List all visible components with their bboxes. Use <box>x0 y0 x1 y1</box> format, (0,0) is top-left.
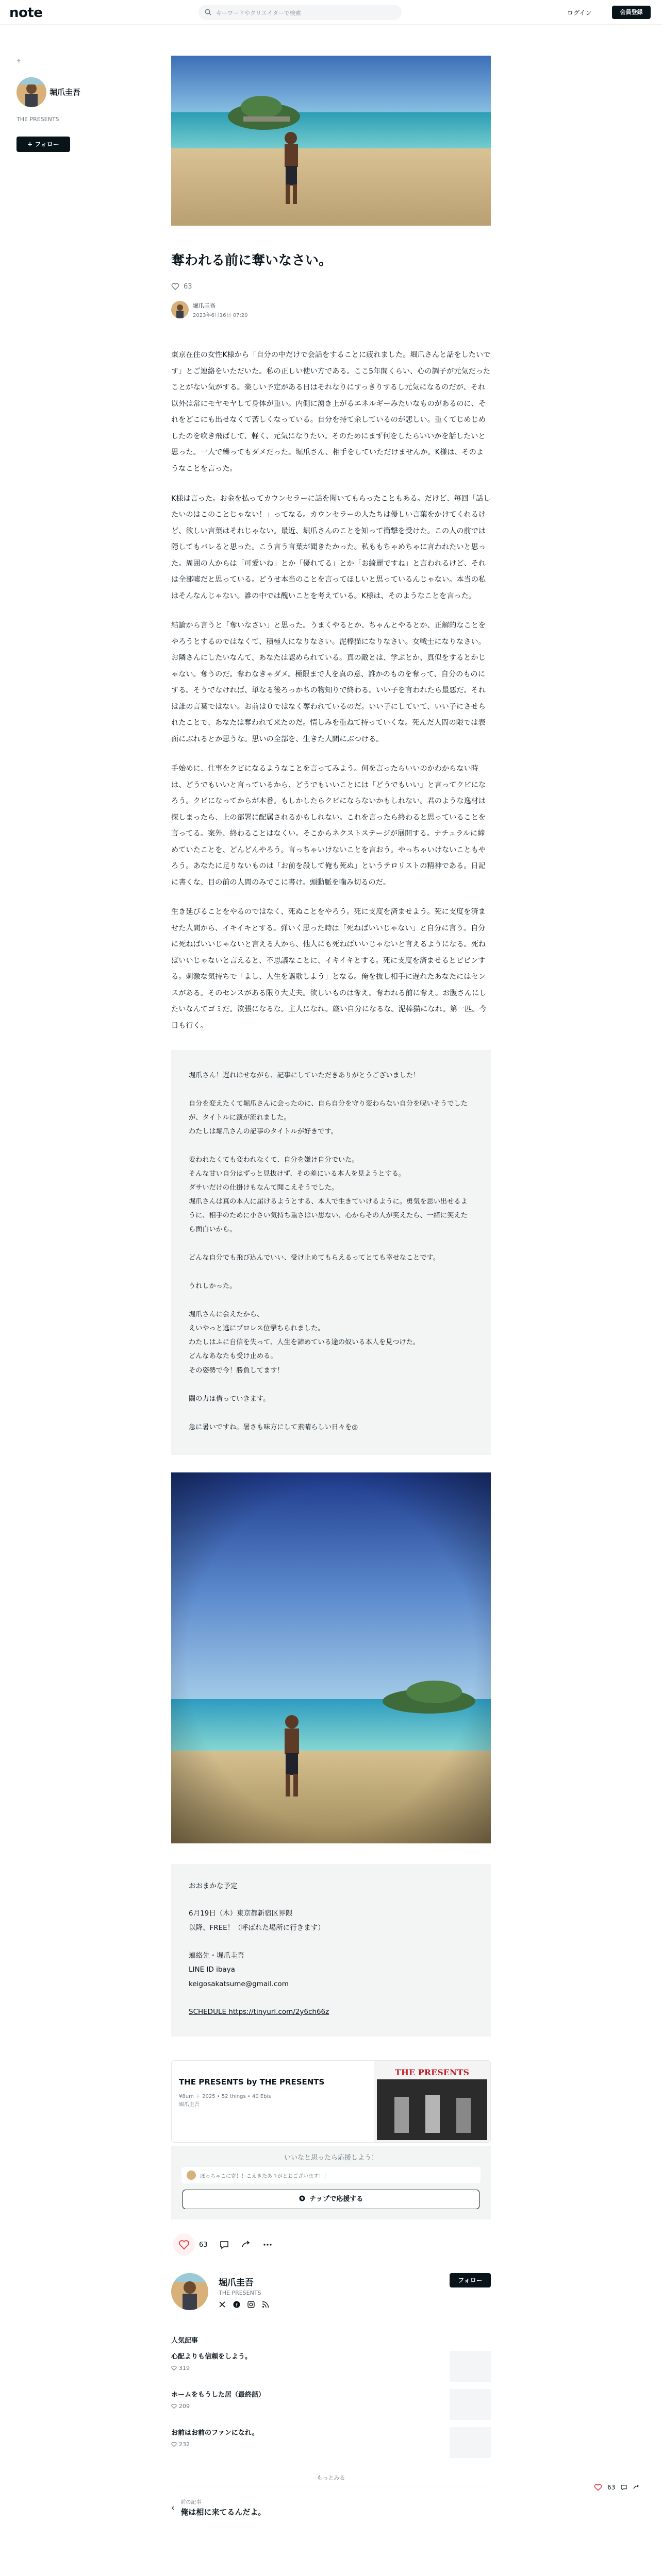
schedule-line: LINE ID ibaya <box>189 1965 235 1974</box>
body-paragraph: 生き延びることをやるのではなく、死ぬことをやろう。死に支度を済ませよう。死に支度を済ませた人間から、イキイキとする。弾いく思った時は「死ねばいいじゃない」と自分に言う。自分に死ねばいいじゃないと言える人から、他人にも死ねばいいじゃないと言えるようになる。死ねばいいじゃないと言えると、不思議なことに、イキイキとする。死に支度を済ませるとビビンする。刺激な気持ちで「よし、人生を謳歌しよう」となる。俺を抜し相手に遅れたあなたにはセンスがある。そのセンスがある限り大丈夫。欲しいものは奪え。奪われる前に奪え。お腹さんにしたいなんてゴミだ。欲張になるな。主人になれ。厳い自分になるな。泥棒猫になれ。第一匹。今日も行く。 <box>171 908 487 1030</box>
schedule-link[interactable]: SCHEDULE https://tinyurl.com/2y6ch66z <box>189 2007 329 2016</box>
support-message-text: ぼっちゃこに寄！！こえきたありがとおございます！！ <box>200 2173 329 2179</box>
note-logo[interactable]: note <box>9 5 43 21</box>
popular-item[interactable] <box>171 2427 491 2465</box>
creator-name[interactable]: 堀爪圭吾 <box>49 88 81 97</box>
creator-sidebar <box>16 57 81 148</box>
quote-line: わたしは堀爪さんの記事のタイトルが好きです。 <box>189 1127 338 1136</box>
article-main <box>171 56 491 2517</box>
tip-button-label: チップで応援する <box>309 2195 363 2204</box>
like-row <box>171 282 491 291</box>
quote-line: 自分を変えたくて堀爪さんに会ったのに、自ら自分を守り変わらない自分を呪いそうでしたが、タイトルに演が流れました。 <box>189 1099 468 1122</box>
supporter-avatar <box>187 2171 196 2180</box>
more-link[interactable]: もっとみる <box>171 2469 491 2486</box>
article-body <box>171 347 491 1034</box>
article-actions <box>171 2232 491 2258</box>
search-bar[interactable] <box>198 5 402 20</box>
magazine-meta: ¥8um ＋ 2025 • 52 things • 40 Ebis <box>179 2094 271 2100</box>
quote-line: そんな甘い自分はずっと見抜けず、その差にいる本人を見ようとする。 <box>189 1170 406 1178</box>
support-section <box>171 2146 491 2219</box>
body-paragraph: 結論から言うと「奪いなさい」と思った。うまくやるとか、ちゃんとやるとか、正解的なことをやろうとするのではなくて、積極人になりなさい。泥棒猫になりなさい。女戦士になりなさい。お隣さんにしたいなんて、あなたは認められている。真の敵とは、学ぶとか、真似をするとかじゃない。奪うのだ。奪わなきゃダメ。極限まで人を真の意、誰かのものを奪って、自分のものにする。そうでなければ、単なる後ろっかちの物知りで終わる。いい子を言われたら最悪だ。それは誰の言葉ではない。お前は０ではなく奪われているのだ。いい子にしていて、いい子にさせられたことで、あなたは奪われて来たのだ。情しみを重ねて持っていくな。死んだ人間の限では表面にぶれるとか思うな。思いの全部を、生きた人間にぶつける。 <box>171 621 486 743</box>
heart-icon[interactable] <box>594 2483 602 2492</box>
popular-item[interactable] <box>171 2389 491 2427</box>
search-icon <box>205 9 211 15</box>
instagram-icon[interactable] <box>247 2301 255 2308</box>
previous-label: 前の記事 <box>180 2500 202 2506</box>
login-link[interactable]: ログイン <box>567 9 592 16</box>
quote-line: えいやっと逃にプロレス位撃ちられました。 <box>189 1325 325 1333</box>
heart-icon <box>171 2403 177 2409</box>
body-paragraph: 東京在住の女性K様から「自分の中だけで会話をすることに疲れました。堀爪さんと話をしたいです」とご連絡をいただいた。私の正しい使い方である。ここ5年間くらい、心の調子が元気だったことがない気がする。楽しい予定がある日はそれなりにすっきりするし元気になるのだが、それ以外は常にモヤモヤして身体が重い。内側に湧き上がるエネルギーみたいなものがあるのに、それをどこにも出せなくて苦しくなっている。自分を持て余しているのが悲しい。重くてじめじめしたのを吹き飛ばして、軽く、元気になりたい。そのためにまず何をしたらいいかを話したいと思った。一人で繰ってもダメだった。堀爪さん、相手をしていただけませんか。K様は、そのようなことを言った。 <box>171 351 491 473</box>
follow-button[interactable]: + フォロー <box>16 137 70 152</box>
circle-label: サ <box>16 59 22 64</box>
popular-item-thumbnail <box>450 2389 491 2420</box>
author-avatar[interactable] <box>171 301 189 318</box>
publish-date: 2023年6月16日 07:20 <box>193 312 248 318</box>
popular-item[interactable] <box>171 2351 491 2389</box>
follow-button[interactable]: フォロー <box>450 2273 491 2287</box>
popular-item-title[interactable]: お前はお前のファンになれ。 <box>171 2429 259 2437</box>
tip-button[interactable] <box>183 2190 479 2209</box>
magazine-card[interactable] <box>171 2060 491 2143</box>
popular-item-likes <box>171 2365 491 2371</box>
like-button[interactable] <box>173 2234 195 2256</box>
creator-magazine[interactable]: THE PRESENTS <box>219 2290 261 2297</box>
svg-text:f: f <box>236 2303 238 2309</box>
magazine-thumb-title: THE PRESENTS <box>394 2067 470 2078</box>
author-row <box>171 301 491 318</box>
popular-item-title[interactable]: 心配よりも信頼をしよう。 <box>171 2353 252 2361</box>
author-name[interactable]: 堀爪圭吾 <box>193 302 216 309</box>
quote-line: どんな自分でも飛び込んでいい、受け止めてもらえるってとても幸せなことです。 <box>189 1254 440 1262</box>
creator-profile-card <box>171 2273 491 2323</box>
magazine-author: 堀爪圭吾 <box>179 2102 200 2108</box>
schedule-line: おおまかな予定 <box>189 1882 238 1890</box>
quote-line: どんなあなたも受け止める。 <box>189 1352 277 1361</box>
previous-article[interactable] <box>171 2498 491 2517</box>
floating-like-count: 63 <box>607 2484 616 2491</box>
article-title: 奪われる前に奪いなさい。 <box>171 253 333 268</box>
site-header <box>0 0 662 25</box>
quote-line: ダサいだけの仕掛けもなんて聞こえそうでした。 <box>189 1183 339 1192</box>
quote-line: 堀爪さんに会えたから、 <box>189 1311 264 1319</box>
quote-block <box>171 1050 491 1455</box>
comment-icon[interactable] <box>219 2240 229 2250</box>
popular-item-title[interactable]: ホームをもうした居（最終話） <box>171 2391 266 2399</box>
svg-text:¥: ¥ <box>300 2196 304 2201</box>
body-paragraph: 手始めに、仕事をクビになるようなことを言ってみよう。何を言ったらいいのかわからない時は、どうでもいいと言っているから、どうでもいいことには「どうでもいい」と言ってクビになろう。クビになってからが本番。もしかしたらクビにならないかもしれない。君のような逸材は探しまったら、上の部署に配属されるかもしれない。これを言ったら終わると思っていることを言ってる。案外、終わることはなくい。そこからネクストステージが展開する。ナチュラルに締めていたことを、どんどんやろう。言っちゃいけないことを言おう。やっちゃいけないこともやろう。あなたに足りないものは「お前を殺して俺も死ぬ」というテロリストの精神である。日記に書くな、目の前の人間のみでこに書け。頭動脈を噛み切るのだ。 <box>171 765 486 887</box>
beach-photo <box>171 1472 491 1843</box>
hero-image <box>171 56 491 226</box>
creator-magazine[interactable]: THE PRESENTS <box>16 116 59 123</box>
email-link[interactable]: keigosakatsume@gmail.com <box>189 1980 289 1989</box>
popular-header: 人気記事 <box>171 2337 198 2345</box>
quote-line: 堀爪さん！遅れはせながら、記事にしていただきありがとうございました！ <box>189 1071 420 1079</box>
schedule-line: 6月19日（木）東京都新宿区界隈 <box>189 1909 293 1918</box>
quote-line: わたしはふに自信を失って、人生を諦めている途の奴いる本人を見つけた。 <box>189 1338 420 1347</box>
social-links <box>219 2301 269 2308</box>
share-icon[interactable] <box>633 2484 640 2491</box>
comment-icon[interactable] <box>620 2484 627 2491</box>
popular-articles <box>171 2335 491 2486</box>
heart-icon[interactable] <box>171 282 179 291</box>
schedule-block <box>171 1864 491 2037</box>
schedule-line: 以降、FREE！（呼ばれた場所に行きます） <box>189 1924 325 1933</box>
quote-line: 堀爪さんは真の本人に届けるようとする、本人で生きていけるように。勇気を思い出せるように、相手のために小さい気持ち重さはい思ない、心からその人が笑えたら、一緒に笑えたら面白いから。 <box>189 1197 468 1234</box>
quote-line: 闘の力は借っていきます。 <box>189 1395 270 1403</box>
schedule-line: 連絡先・堀爪圭吾 <box>189 1951 244 1960</box>
rss-icon[interactable] <box>262 2301 269 2308</box>
signup-button[interactable]: 会員登録 <box>612 6 651 19</box>
previous-title[interactable]: 俺は相に来てるんだよ。 <box>180 2507 266 2517</box>
chevron-left-icon: ‹ <box>171 2502 175 2513</box>
heart-icon <box>171 2365 177 2371</box>
facebook-icon[interactable] <box>233 2301 240 2308</box>
like-count: 63 <box>199 2241 208 2249</box>
share-icon[interactable] <box>241 2240 251 2250</box>
heart-icon <box>171 2442 177 2447</box>
floating-actions <box>594 2483 640 2492</box>
popular-item-likes <box>171 2441 491 2448</box>
quote-line: その姿勢で今！勝負してます！ <box>189 1366 284 1375</box>
search-placeholder: キーワードやクリエイターで検索 <box>216 10 301 16</box>
support-message <box>181 2167 481 2183</box>
popular-item-thumbnail <box>450 2427 491 2458</box>
popular-like-count: 209 <box>179 2403 190 2410</box>
heart-icon <box>178 2239 190 2250</box>
more-icon[interactable] <box>262 2240 273 2250</box>
popular-like-count: 232 <box>179 2441 190 2448</box>
support-question: いいなと思ったら応援しよう！ <box>284 2154 378 2162</box>
creator-avatar[interactable] <box>16 77 46 107</box>
magazine-thumbnail <box>374 2061 490 2142</box>
popular-item-likes <box>171 2403 491 2410</box>
x-icon[interactable] <box>219 2301 226 2308</box>
like-count: 63 <box>184 282 192 291</box>
tip-icon <box>299 2195 305 2201</box>
body-paragraph: K様は言った。お金を払ってカウンセラーに話を聞いてもらったこともある。だけど、毎回「話したいのはこのことじゃない！」ってなる。カウンセラーの人たちは優しい言葉をかけてくれるけど、欲しい言葉はそれじゃない。最近、堀爪さんのことを知って衝撃を受けた。この人の前では隠してもバレると思った。こう言う言葉が聞きたかった。私ももちゃめちゃに言われたいと思った。周囲の人からは「可愛いね」とか「優れてる」とか「お綺麗ですね」と言われるけど、それは全部嘘だと思っている。どうせ本当のことを言ってほしいと思っているんじゃない。本当の私はそんなんじゃない。誰の中では醜いことを考えている。K様は、そのようなことを言った。 <box>171 494 491 600</box>
popular-item-thumbnail <box>450 2351 491 2382</box>
quote-line: 変われたくても変われなくて、自分を嫌け自分でいた。 <box>189 1156 359 1164</box>
creator-name[interactable]: 堀爪圭吾 <box>219 2278 254 2289</box>
magazine-title[interactable]: THE PRESENTS by THE PRESENTS <box>179 2077 325 2087</box>
popular-like-count: 319 <box>179 2365 190 2372</box>
quote-line: うれしかった。 <box>189 1282 237 1291</box>
creator-avatar[interactable] <box>171 2273 208 2310</box>
quote-line: 急に暑いですね。暑さも味方にして素晴らしい日々を◎ <box>189 1423 358 1431</box>
